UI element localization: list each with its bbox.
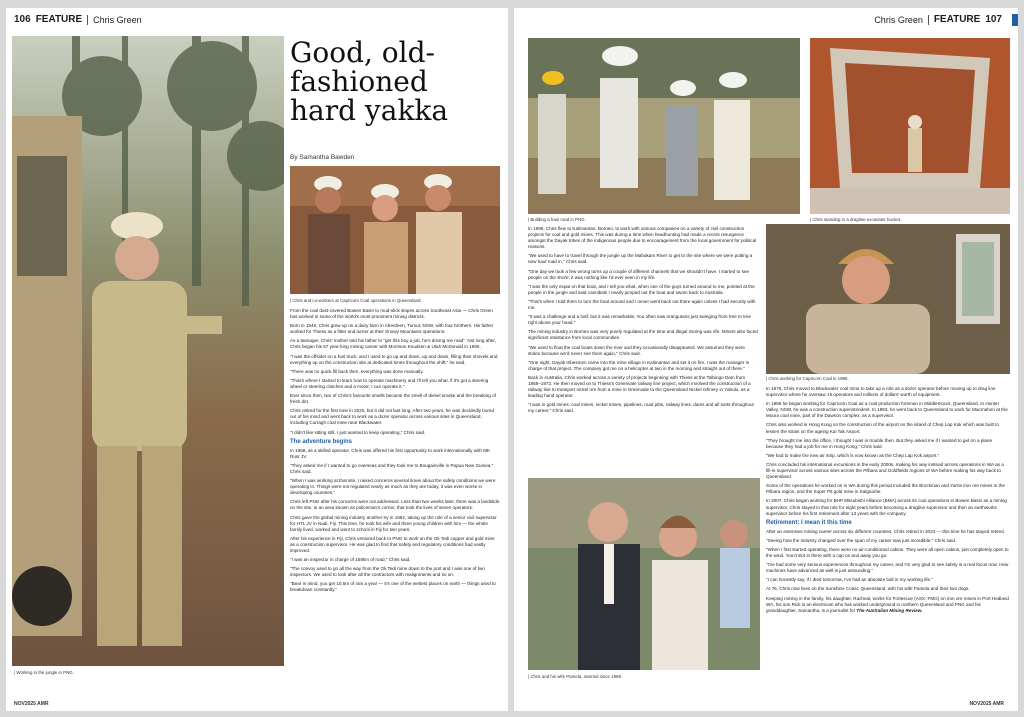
paragraph: In 1975, Chris moved to Blackwater coal mine to take up a role as a dozer operator before moving up to drag line supervisor where he oversaw 15 operators and millions of dollars' worth of equipment. bbox=[766, 386, 996, 398]
paragraph: "One day we took a few wrong turns up a couple of different channels that we shouldn't have. I started to see people on the shore; it was nothing like I'd ever seen in my life. bbox=[528, 268, 750, 280]
subheading: Retirement: I mean it this time bbox=[766, 519, 852, 526]
article-byline: By Samantha Bawden bbox=[290, 154, 355, 161]
paragraph: "We had to make the new air strip, which is now known as the Chep Lap Kok airport." bbox=[766, 452, 940, 458]
bucket-caption: | Chris standing in a dragline excavator bucket. bbox=[810, 217, 901, 222]
folio-author: Chris Green bbox=[874, 14, 923, 25]
paragraph: "I was in gold mines, coal mines, nickel mines, pipelines, road jobs, railway lines, dams and all sorts throughout my career," Chris said. bbox=[528, 402, 754, 414]
wife-photo bbox=[528, 478, 760, 670]
coworkers-photo bbox=[290, 166, 500, 294]
paragraph: Chris left PNG after his concerns were not addressed. Less than two weeks later, there was a landslide on the site, in an area known as policeman's corner, that took the lives of seven operators. bbox=[290, 499, 500, 511]
page-number: 107 bbox=[985, 14, 1002, 25]
paragraph: "They asked me if I wanted to go overseas and they took me to Bougainville in Papua New Guinea," Chris said. bbox=[290, 462, 494, 474]
paragraph: After his experience in Fiji, Chris ventured back to PNG to work on the Ok Tedi copper and gold mine as a construction supervisor. He was glad to find that safety and regulatory conditions had vastly improved. bbox=[290, 535, 495, 553]
folio-divider bbox=[928, 15, 929, 25]
paragraph: "I was the offsider on a fuel truck, and I used to go up and down, up and down, filling their shovels and everything up on the construction site at dedicated times throughout the shift," he said. bbox=[290, 353, 498, 365]
folio-divider bbox=[87, 15, 88, 25]
paragraph: "One night, Dayak tribesmen came into the mine village in Kalimantan and set it on fire. I was the manager in charge of that project. The company got me on a helicopter at two in the morning and straight out of there." bbox=[528, 359, 750, 371]
paragraph: As a teenager, Chris' mother told his father to "get this boy a job, he's driving me mad". Not long after, Chris began his 57 year-long mining career with Morrison Knudsen & Utah McDonald in 1965. bbox=[290, 338, 496, 350]
page-number: 106 bbox=[14, 14, 31, 25]
paragraph: After an extensive mining career across six different countries, Chris retired in 2023 — this time he has stayed retired. bbox=[766, 528, 1005, 534]
folio-author: Chris Green bbox=[93, 14, 142, 25]
section-color-bar bbox=[1012, 14, 1018, 26]
paragraph: "When I was working at that site, I raised concerns several times about the safety conditions we were operating in. Things were not regulated nearly as much as they are today, it was even worse in developing countries." bbox=[290, 478, 496, 496]
article-headline: Good, old-fashioned hard yakka bbox=[290, 36, 449, 127]
paragraph: In 1968, as a skilled operator, Chris was offered his first opportunity to work internationally with MK Rusr JV. bbox=[290, 447, 491, 459]
right-footer: NOV2025 AMR bbox=[969, 701, 1004, 707]
paragraph: "I was an inspector in charge of 158km of road," Chris said. bbox=[290, 557, 411, 563]
paragraph: Born in 1949, Chris grew up on a dairy farm in Aberdeen, Tumut, NSW, with four brothers. His father worked for Thiess as a fitter and turner at their Snowy Mountains operations. bbox=[290, 323, 494, 335]
left-footer: NOV2025 AMR bbox=[14, 701, 49, 707]
paragraph: Ever since then, two of Chris's favourite smells became the smell of diesel smoke and the breaking of fresh dirt. bbox=[290, 393, 496, 405]
paragraph: "Seeing how the industry changed over the span of my career was just incredible," Chris said. bbox=[766, 537, 957, 543]
jungle-photo bbox=[12, 36, 284, 666]
article-column-1 bbox=[290, 308, 500, 597]
paragraph: Chris retired for the first time in 2020, but it did not last long. After two years, he was decidedly bored out of his mind and went back to work as a dozer operator across various sites in Queensland, including Curragh coal mine near Blackwater. bbox=[290, 408, 495, 426]
paragraph: "That's where I started to learn how to operate machinery and I'll tell you what, if it's got a steering wheel or steering clutches and a motor, I can operate it." bbox=[290, 377, 489, 389]
paragraph: "We used to float the coal boats down the river and they occasionally disappeared. We assumed they were stolen because we'd never see them again," Chris said. bbox=[528, 344, 745, 356]
left-folio bbox=[14, 14, 142, 25]
paragraph: In 2007, Chris began working for BHP Mitsubishi Alliance (BMA) across its coal operations in Bowen Basin as a mining supervisor. Chris stayed in that role for eight years before becoming a dragline supervisor and then an earthworks supervisor before his first retirement after 13 years with the company. bbox=[766, 498, 1007, 516]
paragraph: Back in Australia, Chris worked across a variety of projects beginning with Thiess at the Talbingo Dam from 1968–1972. He then moved on to Thiess's Greenvale railway line project, which involved the construction of a railway line to transport nickel ore from a mine in Greenvale to the Queensland Nickel refinery in Yabulu, as a leading hand operator. bbox=[528, 374, 751, 399]
paragraph: Chris concluded his international excursions in the early 2000s, making his way instead across operations in WA as a fill-in supervisor across various sites across the Pilbara and Goldfields regions of WA before making his way back to Queensland. bbox=[766, 461, 1004, 480]
article-column-3 bbox=[766, 386, 1010, 617]
paragraph: The mining industry in Borneo was very poorly regulated at the time and illegal mining was rife. Miners also faced significant resistance from local communities. bbox=[528, 329, 758, 341]
paragraph: "That's when I told them to turn the boat around and I never went back out there again unless I had security with me. bbox=[528, 298, 756, 311]
haul-road-photo bbox=[528, 38, 800, 214]
paragraph-text: Keeping mining in the family, his daughter, Racheal, works for Fortescue (ASX: FMG) on iron ore mines in Port Hedland WA, his son Rick is an electrician who has worked underground in northern Queensland and PNG and his granddaughter, Samantha, is a journalist for bbox=[766, 595, 1009, 613]
jungle-caption: | Working in the jungle in PNG. bbox=[14, 670, 74, 675]
section-label: FEATURE bbox=[933, 14, 981, 25]
paragraph: Chris also worked in Hong Kong on the construction of the airport on the island of Chep Lap Kok which was built to lessen the strain on the ageing Kai Tak Airport. bbox=[766, 422, 999, 434]
paragraph: "I can honestly say, if I died tomorrow, I've had an absolute ball in my working life." bbox=[766, 577, 933, 583]
paragraph: "They brought me into the office, I thought I was in trouble then. But they asked me if I wanted to get on a plane because they had a job for me in Hong Kong," Chris said. bbox=[766, 437, 993, 449]
paragraph: "I didn't like sitting still, I just wanted to keep operating," Chris said. bbox=[290, 429, 426, 435]
section-label: FEATURE bbox=[35, 14, 83, 25]
publication-name: The Australian Mining Review. bbox=[856, 607, 923, 613]
paragraph: "The convoy used to go all the way from the Ok Tedi mine down to the port and I was one of two inspectors. We used to look after all the contractors with realignments and so on. bbox=[290, 566, 485, 578]
coworkers-caption: | Chris and co-workers at Capricorn Coal operations in Queensland. bbox=[290, 298, 422, 303]
paragraph: From the coal dust-covered Bowen Basin to mud-slick slopes across Southeast Asia — Chris Green has worked in some of the world's most prominent mining districts. bbox=[290, 308, 493, 320]
paragraph: In 1986 he began working for Capricorn Coal as a coal production foreman in Middlemount, Queensland. In Hunter Valley, NSW, he was a construction superintendent. In 1993, he went back to Queensland to work for Macmahon at the Moura coal mine, part of the Dawson complex, as a supervisor. bbox=[766, 401, 1008, 419]
haul-road-caption: | Building a haul road in PNG. bbox=[528, 217, 586, 222]
paragraph bbox=[766, 596, 1010, 614]
capricorn-photo bbox=[766, 224, 1010, 374]
paragraph: Chris gave the global mining industry another try in 1982, taking up the role of a senior civil supervisor for HTL JV in Nadi, Fiji. This time, he took his wife and three young children with him — the whole family lived, worked and went to school in Fiji for two years. bbox=[290, 514, 497, 532]
capricorn-caption: | Chris working for Capricorn Coal in 1986. bbox=[766, 376, 849, 381]
subheading: The adventure begins bbox=[290, 438, 353, 445]
right-page bbox=[514, 8, 1018, 711]
paragraph: "It was a challenge and a half, but it was remarkable. You often saw orangutans just swinging from tree to tree right above your head." bbox=[528, 314, 752, 326]
paragraph: At 76, Chris now lives on the Sunshine Coast, Queensland, with his wife Pamela and their two dogs. bbox=[766, 586, 970, 592]
dragline-bucket-photo bbox=[810, 38, 1010, 214]
paragraph: "When I first started operating, there were no air-conditioned cabins. They were all open cabins, just completely open to the wind. You'd slot in there with a cap on and away you go. bbox=[766, 546, 1009, 559]
right-folio bbox=[874, 14, 1002, 25]
paragraph: "Bear in mind, you get 10.5m of rain a year — it's one of the wettest places on earth — things used to breakdown constantly." bbox=[290, 581, 496, 593]
wife-caption: | Chris and his wife Pamela, married since 1968. bbox=[528, 674, 622, 679]
paragraph: "We used to have to travel through the jungle up the Mahakam River to get to the site where we were putting a new haul road in," Chris said. bbox=[528, 253, 753, 265]
left-page bbox=[6, 8, 508, 711]
paragraph: "There was no quick fill back then, everything was done manually. bbox=[290, 368, 424, 374]
paragraph: "I've had some very serious experiences throughout my career, and I'm very glad to see safety is a real focus now. How machines have advanced as well is just astounding." bbox=[766, 562, 1009, 574]
paragraph: Some of the operations he worked on in WA during this period included the Brockman and Yarrie iron ore mines in the Pilbara region, and the Super Pit gold mine in Kalgoorlie. bbox=[766, 483, 1005, 495]
paragraph: In 1996, Chris flew to Kalimantan, Borneo, to work with various companies on a variety of civil construction projects for coal and gold mines. This was during a time when headhunting had made a recent resurgence amongst the Dayak tribes of the indigenous people due to encouragement from the local government for political reasons. bbox=[528, 226, 757, 250]
article-column-2 bbox=[528, 226, 758, 417]
paragraph: "I was the only expat on that boat, and I tell you what, when one of the guys turned around to me, pointed at the people in the jungle and said cannibals I nearly jumped out the boat and swam back to Australia. bbox=[528, 283, 755, 295]
